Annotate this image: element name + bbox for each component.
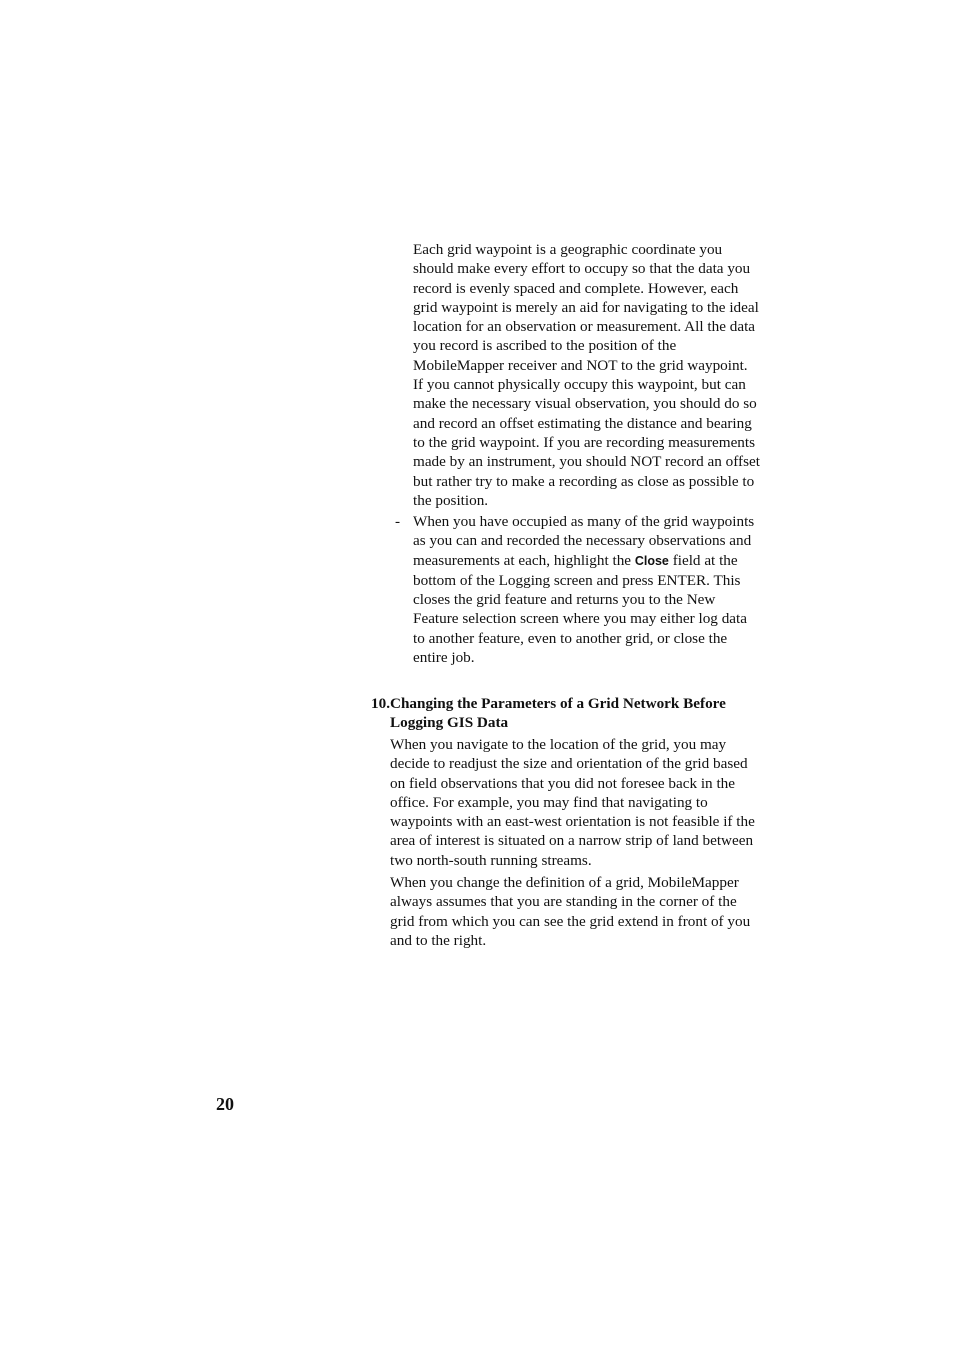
section-paragraph-1: When you navigate to the location of the grid, you may decide to readjust the size and orientation of the grid based on field observations that you did not foresee back in the office. For example, you may find that navigating to waypoints with an east-west orientation is not feasible if the area of interest is situated on a narrow strip of land between two north-south running streams. — [390, 736, 755, 869]
bullet-paragraph — [413, 512, 761, 667]
bullet-text-after: field at the bottom of the Logging screen and press ENTER. This closes the grid feature and returns you to the New Feature selection screen where you may either log data to another feature, even to another grid, or close the entire job. — [413, 551, 747, 667]
section-number: 10. — [371, 695, 390, 712]
section-paragraph-2: When you change the definition of a grid, MobileMapper always assumes that you are standing in the corner of the grid from which you can see the grid extend in front of you and to the right. — [390, 874, 751, 949]
bullet-text-before: When you have occupied as many of the grid waypoints as you can and recorded the necessary observations and measurements at each, highlight the — [413, 513, 755, 569]
section-title-line1: Changing the Parameters of a Grid Network Before — [390, 695, 726, 712]
bullet-marker: - — [395, 513, 401, 530]
section-title-line2: Logging GIS Data — [390, 714, 509, 732]
close-field-label: Close — [634, 553, 669, 568]
page-number: 20 — [216, 1094, 234, 1114]
section-heading — [371, 694, 771, 733]
paragraph-grid-waypoint: Each grid waypoint is a geographic coordinate you should make every effort to occupy so that the data you record is evenly spaced and complete. However, each grid waypoint is merely an aid for navigating to the ideal location for an observation or measurement. All the data you record is ascribed to the position of the MobileMapper receiver and NOT to the grid waypoint. If you cannot physically occupy this waypoint, but can make the necessary visual observation, you should do so and record an offset estimating the distance and bearing to the grid waypoint. If you are recording measurements made by an instrument, you should NOT record an offset but rather try to make a recording as close as possible to the position. — [413, 241, 760, 509]
